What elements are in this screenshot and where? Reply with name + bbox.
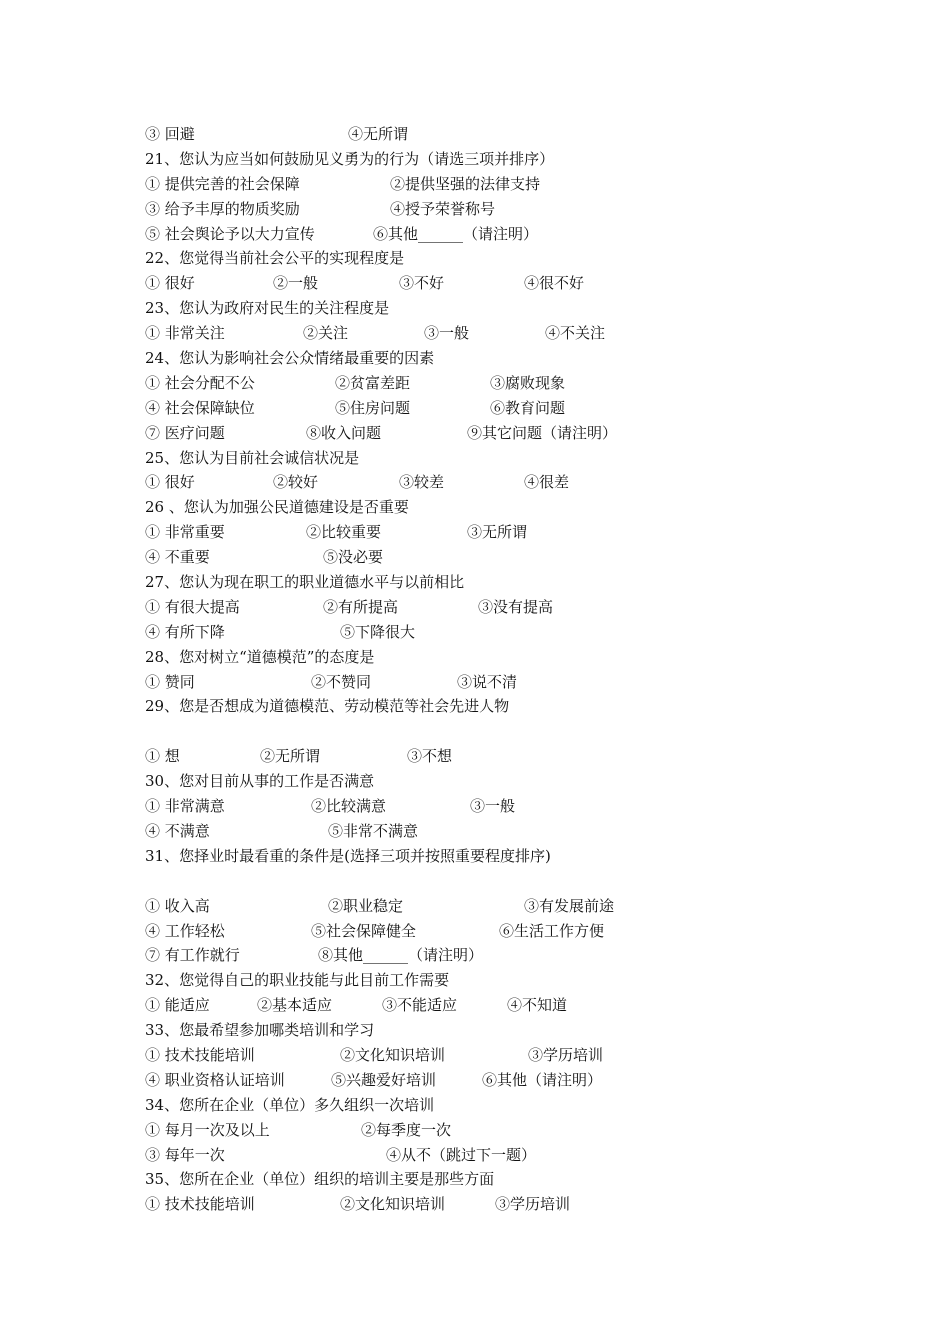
option-text: ③不好 xyxy=(399,274,445,293)
option-text: ⑤非常不满意 xyxy=(328,821,419,840)
question-text: 34、您所在企业（单位）多久组织一次培训 xyxy=(145,1095,435,1114)
option-text: ⑧收入问题 xyxy=(306,423,382,442)
option-text: ③腐败现象 xyxy=(490,373,566,392)
option-text: ③学历培训 xyxy=(495,1195,571,1214)
option-text: ②关注 xyxy=(303,324,349,343)
option-text: ④授予荣誉称号 xyxy=(390,199,496,218)
option-text: ③ 给予丰厚的物质奖励 xyxy=(145,199,300,218)
option-text: ⑦ 医疗问题 xyxy=(145,423,225,442)
options-row xyxy=(145,943,865,968)
option-text: ④不关注 xyxy=(545,324,606,343)
options-row xyxy=(145,222,865,247)
option-text: ③一般 xyxy=(424,324,470,343)
option-text: ④不知道 xyxy=(507,996,568,1015)
option-text: ③没有提高 xyxy=(478,597,554,616)
options-row xyxy=(145,520,865,545)
question-text: 31、您择业时最看重的条件是(选择三项并按照重要程度排序) xyxy=(145,846,551,865)
option-text: ②每季度一次 xyxy=(361,1120,452,1139)
option-text: ⑤住房问题 xyxy=(335,398,411,417)
option-text: ④ 工作轻松 xyxy=(145,921,225,940)
option-text: ① 非常满意 xyxy=(145,797,225,816)
option-text: ① 技术技能培训 xyxy=(145,1045,255,1064)
option-text: ③说不清 xyxy=(457,672,518,691)
options-row xyxy=(145,1068,865,1093)
options-row xyxy=(145,993,865,1018)
option-text: ③学历培训 xyxy=(528,1045,604,1064)
options-row xyxy=(145,670,865,695)
option-text: ②无所谓 xyxy=(260,747,321,766)
options-row xyxy=(145,271,865,296)
option-text: ④从不（跳过下一题） xyxy=(386,1145,537,1164)
options-row xyxy=(145,197,865,222)
option-text: ③一般 xyxy=(470,797,516,816)
question-text: 22、您觉得当前社会公平的实现程度是 xyxy=(145,249,405,268)
option-text: ⑥其他（请注明） xyxy=(482,1070,603,1089)
option-text: ④ 不重要 xyxy=(145,548,210,567)
option-text: ③较差 xyxy=(399,473,445,492)
option-text: ⑤下降很大 xyxy=(340,622,416,641)
question-text: 21、您认为应当如何鼓励见义勇为的行为（请选三项并排序） xyxy=(145,149,555,168)
options-row xyxy=(145,421,865,446)
options-row xyxy=(145,1192,865,1217)
option-text: ④很不好 xyxy=(524,274,585,293)
options-row xyxy=(145,819,865,844)
question-text: 23、您认为政府对民生的关注程度是 xyxy=(145,299,390,318)
question-text: 26 、您认为加强公民道德建设是否重要 xyxy=(145,498,409,517)
options-row xyxy=(145,1043,865,1068)
option-text: ① 有很大提高 xyxy=(145,597,240,616)
options-row xyxy=(145,396,865,421)
option-text: ③ 回避 xyxy=(145,125,195,143)
options-row xyxy=(145,744,865,769)
option-text: ① 收入高 xyxy=(145,896,210,915)
option-text: ④ 不满意 xyxy=(145,821,210,840)
option-text: ① 很好 xyxy=(145,473,195,492)
option-text: ⑦ 有工作就行 xyxy=(145,946,240,965)
option-text: ① 想 xyxy=(145,747,180,766)
option-text: ③ 每年一次 xyxy=(145,1145,225,1164)
option-text: ④很差 xyxy=(524,473,570,492)
option-text: ⑧其他______（请注明） xyxy=(318,946,484,965)
option-text: ⑥其他______（请注明） xyxy=(373,224,539,243)
option-text: ① 很好 xyxy=(145,274,195,293)
option-text: ① 每月一次及以上 xyxy=(145,1120,270,1139)
option-text: ① 提供完善的社会保障 xyxy=(145,174,300,193)
option-text: ②职业稳定 xyxy=(328,896,404,915)
options-row xyxy=(145,470,865,495)
option-text: ③不想 xyxy=(407,747,453,766)
question-text: 33、您最希望参加哪类培训和学习 xyxy=(145,1021,375,1040)
options-row xyxy=(145,620,865,645)
option-text: ③无所谓 xyxy=(467,523,528,542)
option-text: ④ 社会保障缺位 xyxy=(145,398,255,417)
option-text: ③不能适应 xyxy=(382,996,458,1015)
option-text: ⑥生活工作方便 xyxy=(499,921,605,940)
question-text: 24、您认为影响社会公众情绪最重要的因素 xyxy=(145,349,435,368)
option-text: ④ 有所下降 xyxy=(145,622,225,641)
question-text: 30、您对目前从事的工作是否满意 xyxy=(145,772,375,791)
options-row xyxy=(145,919,865,944)
options-row xyxy=(145,321,865,346)
option-text: ① 社会分配不公 xyxy=(145,373,255,392)
option-text: ②比较重要 xyxy=(306,523,382,542)
options-row xyxy=(145,1118,865,1143)
option-text: ②较好 xyxy=(273,473,319,492)
option-text: ⑤社会保障健全 xyxy=(311,921,417,940)
option-text: ④无所谓 xyxy=(348,125,409,143)
option-text: ① 能适应 xyxy=(145,996,210,1015)
option-text: ① 技术技能培训 xyxy=(145,1195,255,1214)
options-row xyxy=(145,172,865,197)
option-text: ②不赞同 xyxy=(311,672,372,691)
option-text: ②有所提高 xyxy=(323,597,399,616)
question-text: 32、您觉得自己的职业技能与此目前工作需要 xyxy=(145,971,450,990)
question-text: 29、您是否想成为道德模范、劳动模范等社会先进人物 xyxy=(145,697,510,716)
options-row xyxy=(145,894,865,919)
option-text: ②文化知识培训 xyxy=(340,1045,446,1064)
option-text: ⑤兴趣爱好培训 xyxy=(331,1070,437,1089)
options-row xyxy=(145,545,865,570)
option-text: ⑥教育问题 xyxy=(490,398,566,417)
question-text: 28、您对树立“道德模范”的态度是 xyxy=(145,647,375,666)
question-text: 25、您认为目前社会诚信状况是 xyxy=(145,448,360,467)
option-text: ②提供坚强的法律支持 xyxy=(390,174,541,193)
options-row xyxy=(145,595,865,620)
question-text: 35、您所在企业（单位）组织的培训主要是那些方面 xyxy=(145,1170,495,1189)
option-text: ②贫富差距 xyxy=(335,373,411,392)
option-text: ⑤没必要 xyxy=(323,548,384,567)
blank-line xyxy=(145,719,865,744)
option-text: ②文化知识培训 xyxy=(340,1195,446,1214)
options-row xyxy=(145,1143,865,1168)
option-text: ⑤ 社会舆论予以大力宣传 xyxy=(145,224,315,243)
questionnaire-body xyxy=(145,122,865,1217)
option-text: ① 赞同 xyxy=(145,672,195,691)
option-text: ②一般 xyxy=(273,274,319,293)
options-row xyxy=(145,122,865,147)
option-text: ②基本适应 xyxy=(257,996,333,1015)
question-text: 27、您认为现在职工的职业道德水平与以前相比 xyxy=(145,573,465,592)
option-text: ③有发展前途 xyxy=(524,896,615,915)
option-text: ⑨其它问题（请注明） xyxy=(467,423,618,442)
option-text: ④ 职业资格认证培训 xyxy=(145,1070,285,1089)
blank-line xyxy=(145,869,865,894)
option-text: ① 非常关注 xyxy=(145,324,225,343)
options-row xyxy=(145,794,865,819)
option-text: ① 非常重要 xyxy=(145,523,225,542)
options-row xyxy=(145,371,865,396)
option-text: ②比较满意 xyxy=(311,797,387,816)
